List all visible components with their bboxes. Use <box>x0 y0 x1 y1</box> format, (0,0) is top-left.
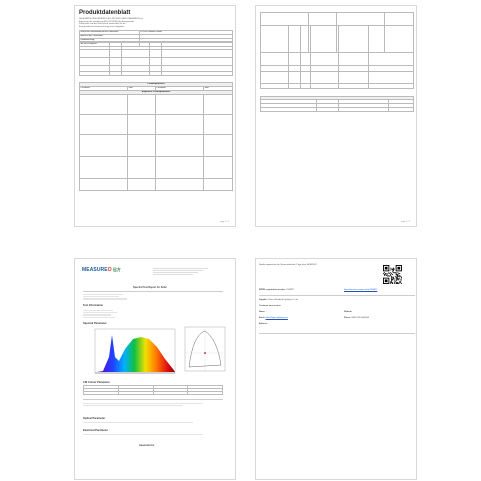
table-cell: Art der Lichtquelle: <box>80 43 140 47</box>
table-row <box>80 135 233 157</box>
spectrum-chart <box>89 327 179 379</box>
email-link[interactable]: office@gbcs-lighting.com <box>265 317 288 319</box>
page-number: page 1 / 2 <box>220 221 229 223</box>
table-row <box>80 42 233 50</box>
table-row <box>84 392 223 395</box>
logo-chinese: 远方 <box>112 267 121 272</box>
qr-code-icon <box>383 265 402 284</box>
website-label: Website: <box>344 311 353 313</box>
cie-table <box>83 385 223 395</box>
supplier-value: Zhuhai Standard Lighting Co.,Ltd. <box>268 299 299 301</box>
company-address <box>153 267 213 276</box>
table-row <box>261 26 414 66</box>
intro-line: Energieverbrauchskennzeichnung von Lichtquellen <box>79 25 125 28</box>
datasheet-page-2 <box>255 5 417 227</box>
section-cie-colour-parameter: CIE Colour Parameter <box>83 381 110 384</box>
section-test-information: Test Information <box>83 304 104 307</box>
table-row <box>80 50 233 58</box>
section-optical-parameter: Optical Parameter <box>83 417 106 420</box>
eprel-label: EPREL registration number: <box>259 289 286 291</box>
address-label: Address: <box>259 323 268 325</box>
product-params-table <box>79 82 233 191</box>
eprel-page <box>255 258 417 480</box>
page-number: page 2 / 2 <box>401 221 410 223</box>
name-label: Name: <box>259 311 266 313</box>
table-row <box>80 95 233 115</box>
table-row <box>80 179 233 191</box>
section-heading: Produktparameter <box>80 83 233 87</box>
cie-diagram <box>183 325 227 375</box>
column-header: Parameter <box>80 87 128 91</box>
table-row <box>261 84 414 89</box>
name-value: ... <box>265 311 268 313</box>
led-params-table <box>260 96 414 112</box>
logo-text: MEASURE <box>82 267 108 273</box>
table-cell: Name oder Handelsmarke des Lieferanten: <box>80 31 140 35</box>
intro-line: Ergänzung der Verordnung (EU) 2017/1369 des Europäischen <box>79 20 135 23</box>
section-spectral-parameter: Spectral Parameter <box>83 322 107 325</box>
customer-care-label: Customer care service: <box>259 305 282 307</box>
cie-extra <box>83 402 223 407</box>
export-header: Details exported on the 'Green wiserhoot': Page from 16/08/2023 <box>259 264 317 266</box>
table-cell: ... <box>140 39 233 43</box>
logo-o: O <box>107 267 112 273</box>
datasheet-title: Produktdatenblatt <box>79 10 131 16</box>
report-meta <box>83 293 223 301</box>
eprel-link[interactable]: https://eprel.ec.europa.eu/qr/1344877 <box>344 289 378 291</box>
table-cell: Modellkennung: <box>80 39 140 43</box>
column-header: Wert <box>204 87 233 91</box>
table-row <box>80 72 233 76</box>
table-cell: ... <box>140 35 233 39</box>
table-cell: Anschrift des Lieferanten: <box>80 35 140 39</box>
lightsource-table <box>79 41 233 76</box>
report-title: Spectral Test Report for Solar <box>133 286 167 289</box>
table-cell: DLONG Sweden GmbH <box>140 31 233 35</box>
table-row <box>261 108 414 112</box>
supplier-label: Supplier: <box>259 299 268 301</box>
table-row <box>261 72 414 84</box>
column-header: Wert <box>128 87 156 91</box>
intro-text <box>79 18 229 28</box>
eprel-value: 1344877 <box>286 289 295 291</box>
intro-line: DELEGIERTE VERORDNUNG (EU) 2019/2015 DER KOMMISSION zur <box>79 18 143 20</box>
table-row <box>80 115 233 135</box>
section-heading: Allgemeine Produktparameter <box>80 91 233 95</box>
spectral-report-page <box>74 258 236 480</box>
address-value: ... <box>259 327 261 329</box>
test-info-block <box>83 309 223 319</box>
table-row <box>80 58 233 66</box>
phone-label: Phone: <box>344 317 351 319</box>
continuation-table-mid <box>260 25 414 89</box>
email-label: Email: <box>259 317 266 319</box>
table-row <box>80 157 233 179</box>
measure-logo <box>82 267 121 273</box>
datasheet-page-1 <box>74 5 236 227</box>
optical-block <box>83 421 223 424</box>
column-header: Parameter <box>156 87 204 91</box>
report-footer: MEASURETEK <box>139 445 155 447</box>
section-electrical-parameter: Electrical Parameter <box>83 429 108 432</box>
intro-line: Parlaments und des Rates durch Vorschriften für die <box>79 23 126 26</box>
electrical-block <box>83 433 223 436</box>
phone-value: 0086 0756 0000000 <box>351 317 370 319</box>
